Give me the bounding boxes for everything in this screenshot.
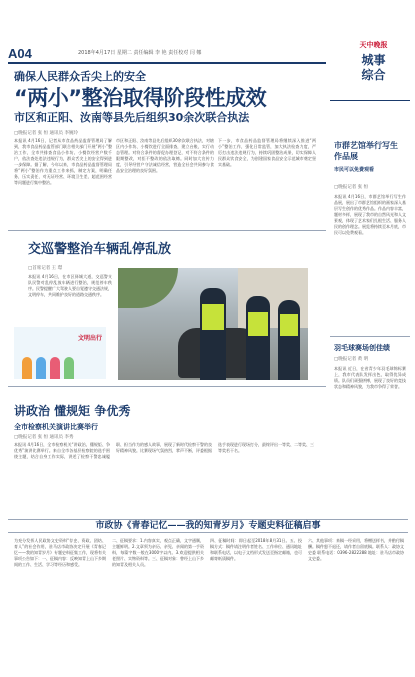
illustration-figure [22, 357, 32, 379]
procurator-deck: 全市检察机关演讲比赛举行 [14, 423, 98, 431]
art-exhibit-byline: □晚报记者 张 恒 [334, 185, 369, 190]
section-name-line1: 城事 [361, 53, 386, 67]
photo-vest [248, 312, 268, 336]
procurator-title: 讲政治 懂规矩 争优秀 [14, 404, 131, 418]
section-name-line2: 综合 [361, 68, 386, 82]
photo-officer [246, 296, 270, 380]
illustration-figure [64, 357, 74, 379]
art-exhibit-title: 市群艺馆举行写生作品展 [334, 141, 398, 161]
sidebar-rule [330, 100, 410, 101]
header-rule [8, 62, 326, 64]
lead-text-col2: 市区和正阳、汝南等县先后组织30余次联合执法，对辖区内小作坊、小餐饮进行全面排查，建立台账，实行动态管理。对符合条件的督促办理登记，对不符合条件的限期整改，对拒不整改的依法取缔。同时加大宣传力度，引导经营户守法诚信经营，营造全社会共同参与食品安全治理的良好氛围。 [116, 138, 214, 173]
notice-col4: 六、其他事项：来稿一经采用，将赠送样书，并酌付稿酬。稿件恕不退还，请作者自留底稿。联系人：政协文史委 联系电话：0396-2822288 地址：驻马店市政协文史委。 [308, 538, 404, 561]
photo-vest [202, 304, 224, 330]
procurator-text: 本报讯 4月16日，全市检察机关“讲政治、懂规矩、争优秀”演讲比赛举行。来自全市各基层检察院的选手围绕主题，结合自身工作实际，讲述了检察干警忠诚履职、担当作为的感人故事，展现了新时代检察干警的良好精神风貌。比赛现场气氛热烈，掌声不断，评委根据选手表现进行现场打分，最终评出一等奖、二等奖、三等奖若干名。 [14, 442, 314, 459]
lead-kicker: 确保人民群众舌尖上的安全 [14, 70, 146, 83]
traffic-byline: □首席记者 王 璟 [28, 266, 63, 271]
sidebar-divider [330, 336, 410, 337]
traffic-police-photo [118, 268, 308, 380]
lead-text-col1: 本报讯 4月16日，记者从市食品药品监督管理局了解到，我市食品药品监管部门联合相关部门开展“两小”整治工作，全市共排查食品小作坊、小餐饮经营户数千户，依法查处违法违规行为，群众舌尖上的安全得到进一步保障。据了解，今年以来，市食品药品监督管理局将“两小”整治作为重点工作来抓，制定方案，明确任务，压实责任，对无证经营、环境卫生差、超范围经营等问题进行集中整治。 [14, 138, 112, 185]
paper-name: 天中晚报 [359, 40, 388, 49]
badminton-title: 羽毛球赛场创佳绩 [334, 344, 390, 352]
notice-col3: 四、征稿时间：即日起至2018年8月31日。五、投稿方式：稿件请注明作者姓名、工作单位、通讯地址和联系电话，以电子文档形式发送至指定邮箱，也可邮寄纸质稿件。 [210, 538, 302, 561]
traffic-text: 本报讯 4月16日，在市区驿城大道，交巡警支队民警对乱停乱放车辆进行整治，规范停车秩序。民警提醒广大驾驶人要自觉遵守交通法规，文明停车，共同维护良好的道路交通秩序。 [28, 274, 112, 297]
section-divider [8, 386, 326, 387]
art-exhibit-deck: 市民可以免费观看 [334, 167, 375, 173]
badminton-byline: □晚报记者 黄 明 [334, 357, 369, 362]
notice-col1: 为充分发挥人民政协文史资料“存史、资政、团结、育人”的社会作用，驻马店市政协决定开展《青春记忆——我的知青岁月》专题史料征集工作，现将有关事项公告如下：一、征稿内容：反映知青上山下乡期间的工作、生活、学习等经历和感受。 [14, 538, 106, 567]
illustration-figure [50, 357, 60, 379]
illustration-label: 文明出行 [77, 335, 102, 342]
procurator-byline: □晚报记者 张 恒 通讯员 李秀 [14, 435, 74, 440]
section-divider [8, 230, 326, 231]
illustration-figure [36, 357, 46, 379]
notice-banner: 市政协《青春记忆——我的知青岁月》专题史料征稿启事 [8, 519, 408, 533]
dateline: 2018年4月17日 星期二 责任编辑 李 艳 责任校对 闫 娜 [78, 50, 202, 56]
notice-col2: 二、征稿要求：1.内容真实，观点正确，文字通顺，主题鲜明。2.文章须为亲历、亲见、亲闻的第一手资料，每篇字数一般在3000字以内。3.欢迎提供相关老照片、实物资料等。三、征稿对象：曾经上山下乡的知青及相关人员。 [112, 538, 204, 567]
lead-byline: □晚报记者 张 恒 通讯员 李婉玲 [14, 131, 78, 136]
photo-vest [280, 314, 298, 336]
photo-tree [118, 268, 178, 308]
traffic-title: 交巡警整治车辆乱停乱放 [28, 242, 172, 257]
photo-officer [200, 288, 226, 380]
lead-deck: 市区和正阳、汝南等县先后组织30余次联合执法 [14, 111, 250, 124]
section-logo [346, 40, 401, 94]
page-number: A04 [8, 46, 32, 61]
lead-headline: “两小”整治取得阶段性成效 [14, 86, 267, 110]
lead-text-col3: 下一步，市食品药品监督管理局将继续深入推进“两小”整治工作，强化日常监管，加大执法检查力度，严厉打击违法违规行为，持续巩固整治成果，切实保障人民群众饮食安全，为创建国家食品安全示范城市奠定坚实基础。 [218, 138, 316, 167]
traffic-illustration [14, 327, 106, 379]
art-exhibit-text: 本报讯 4月16日，市群艺馆举行写生作品展，展出了市群艺馆组织的画家深入基层写生创作的优秀作品。作品内容丰富，题材多样，展现了我市的自然风光和人文景观，体现了艺术家们扎根生活、服务人民的创作理念。展览将持续至本月底，市民可以免费观看。 [334, 194, 406, 235]
badminton-text: 本报讯 近日，在省青少年羽毛球锦标赛上，我市代表队发挥出色，取得优异成绩。队员们顽强拼搏，展现了良好的竞技状态和精神风貌，为我市争得了荣誉。 [334, 366, 406, 389]
photo-officer [278, 300, 300, 380]
